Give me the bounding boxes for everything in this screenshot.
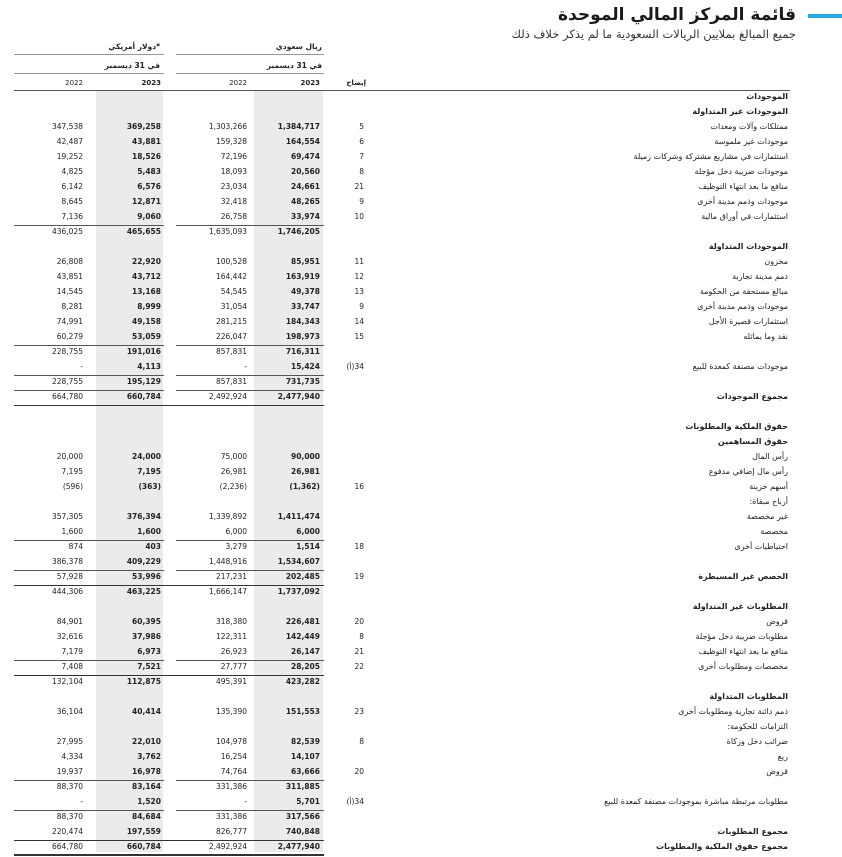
table-row bbox=[0, 105, 842, 120]
sar-2022-cell: - bbox=[244, 362, 247, 371]
usd-2023-cell: 43,881 bbox=[132, 137, 161, 146]
usd-2022-cell: (596) bbox=[62, 482, 83, 491]
note-ref: 10 bbox=[354, 212, 364, 221]
table-row bbox=[0, 270, 842, 285]
usd-2022-cell: 220,474 bbox=[51, 827, 83, 836]
usd-2023-cell: 376,394 bbox=[126, 512, 161, 521]
line-item-label: ذمم دائنة تجارية ومطلوبات أخرى bbox=[678, 707, 788, 716]
line-item-label: منافع ما بعد انتهاء التوظيف bbox=[698, 647, 788, 656]
table-row bbox=[0, 540, 842, 555]
line-item-label: أرباح مبقاة: bbox=[749, 497, 788, 506]
usd-year-current: 2023 bbox=[141, 79, 161, 87]
usd-2022-cell: 8,645 bbox=[61, 197, 83, 206]
note-ref: 11 bbox=[354, 257, 364, 266]
table-row bbox=[0, 165, 842, 180]
sar-2023-cell: 24,661 bbox=[291, 182, 320, 191]
usd-2022-cell: 228,755 bbox=[51, 377, 83, 386]
note-ref: 12 bbox=[354, 272, 364, 281]
table-row bbox=[0, 255, 842, 270]
section-heading: حقوق المساهمين bbox=[717, 437, 788, 446]
table-row bbox=[0, 375, 842, 390]
usd-2023-cell: 195,129 bbox=[126, 377, 161, 386]
table-row bbox=[0, 90, 842, 105]
table-row bbox=[0, 510, 842, 525]
line-item-label: غير مخصصة bbox=[746, 512, 788, 521]
sar-2022-cell: 16,254 bbox=[220, 752, 247, 761]
usd-2022-cell: 19,937 bbox=[56, 767, 83, 776]
section-heading: مجموع الموجودات bbox=[716, 392, 788, 401]
sar-2022-cell: 72,196 bbox=[220, 152, 247, 161]
usd-2022-cell: 7,179 bbox=[61, 647, 83, 656]
page-title: قائمة المركز المالي الموحدة bbox=[558, 5, 796, 25]
usd-2023-cell: 4,113 bbox=[137, 362, 161, 371]
note-ref: 9 bbox=[359, 302, 364, 311]
usd-2023-cell: 9,060 bbox=[137, 212, 161, 221]
usd-2023-cell: 8,999 bbox=[137, 302, 161, 311]
usd-2023-cell: 465,655 bbox=[126, 227, 161, 236]
sar-year-prior: 2022 bbox=[229, 79, 247, 87]
table-row bbox=[0, 225, 842, 240]
table-row bbox=[0, 765, 842, 780]
sar-2022-cell: 100,528 bbox=[215, 257, 247, 266]
table-row bbox=[0, 180, 842, 195]
table-row bbox=[0, 435, 842, 450]
table-row bbox=[0, 840, 842, 855]
table-row bbox=[0, 195, 842, 210]
usd-2023-cell: 1,520 bbox=[137, 797, 161, 806]
usd-2022-cell: 84,901 bbox=[56, 617, 83, 626]
table-row bbox=[0, 720, 842, 735]
usd-2022-cell: 36,104 bbox=[56, 707, 83, 716]
line-item-label: ريع bbox=[777, 752, 788, 761]
usd-2023-cell: 191,016 bbox=[126, 347, 161, 356]
line-item-label: مخزون bbox=[764, 257, 788, 266]
usd-2022-cell: 874 bbox=[68, 542, 83, 551]
sar-2023-cell: 69,474 bbox=[291, 152, 320, 161]
table-row bbox=[0, 390, 842, 405]
usd-2022-cell: 7,195 bbox=[61, 467, 83, 476]
sar-2023-cell: 26,981 bbox=[291, 467, 320, 476]
usd-2022-cell: 7,408 bbox=[61, 662, 83, 671]
sar-2022-cell: (2,236) bbox=[219, 482, 247, 491]
sar-2023-cell: 82,539 bbox=[291, 737, 320, 746]
usd-2022-cell: 26,808 bbox=[56, 257, 83, 266]
table-row bbox=[0, 750, 842, 765]
usd-2022-cell: 6,142 bbox=[61, 182, 83, 191]
usd-2023-cell: 49,158 bbox=[132, 317, 161, 326]
table-row bbox=[0, 675, 842, 690]
sar-2023-cell: 2,477,940 bbox=[277, 392, 320, 401]
sar-2022-cell: 6,000 bbox=[225, 527, 247, 536]
usd-2022-cell: - bbox=[80, 362, 83, 371]
usd-header-rule bbox=[14, 54, 164, 55]
table-row bbox=[0, 825, 842, 840]
table-row bbox=[0, 135, 842, 150]
sar-2022-cell: 217,231 bbox=[215, 572, 247, 581]
usd-2023-cell: 463,225 bbox=[126, 587, 161, 596]
usd-2023-cell: 369,258 bbox=[126, 122, 161, 131]
note-ref: (أ)34 bbox=[346, 797, 364, 806]
note-ref: 9 bbox=[359, 197, 364, 206]
usd-2023-cell: 197,559 bbox=[126, 827, 161, 836]
sar-2022-cell: 54,545 bbox=[220, 287, 247, 296]
sar-2023-cell: 1,534,607 bbox=[277, 557, 320, 566]
usd-2023-cell: 16,978 bbox=[132, 767, 161, 776]
sar-2022-cell: 826,777 bbox=[215, 827, 247, 836]
line-item-label: منافع ما بعد انتهاء التوظيف bbox=[698, 182, 788, 191]
table-row bbox=[0, 570, 842, 585]
usd-2023-cell: 60,395 bbox=[132, 617, 161, 626]
section-heading: المطلوبات غير المتداولة bbox=[692, 602, 788, 611]
sar-2023-cell: 1,737,092 bbox=[277, 587, 320, 596]
usd-2023-cell: 18,526 bbox=[132, 152, 161, 161]
usd-2023-cell: 112,875 bbox=[126, 677, 161, 686]
usd-date-rule bbox=[14, 73, 164, 74]
sar-2022-cell: 1,635,093 bbox=[208, 227, 247, 236]
sar-2022-cell: 1,303,266 bbox=[208, 122, 247, 131]
usd-2022-cell: 386,378 bbox=[51, 557, 83, 566]
sar-2022-cell: 331,386 bbox=[215, 812, 247, 821]
sar-year-current: 2023 bbox=[300, 79, 320, 87]
sar-2022-cell: 104,978 bbox=[215, 737, 247, 746]
sar-as-of-header: في 31 ديسمبر bbox=[266, 61, 322, 70]
sar-2023-cell: 1,514 bbox=[296, 542, 320, 551]
line-item-label: مخصصات ومطلوبات أخرى bbox=[698, 662, 788, 671]
table-row bbox=[0, 450, 842, 465]
sar-2023-cell: 1,384,717 bbox=[277, 122, 320, 131]
note-ref: 20 bbox=[354, 617, 364, 626]
usd-2022-cell: 7,136 bbox=[61, 212, 83, 221]
sar-2023-cell: 716,311 bbox=[285, 347, 320, 356]
usd-2022-cell: 1,600 bbox=[61, 527, 83, 536]
sar-2023-cell: 15,424 bbox=[291, 362, 320, 371]
sar-currency-header: ريال سعودي bbox=[275, 42, 322, 51]
line-item-label: استثمارات في مشاريع مشتركة وشركات زميلة bbox=[633, 152, 788, 161]
table-row bbox=[0, 795, 842, 810]
usd-2023-cell: 40,414 bbox=[132, 707, 161, 716]
sar-2022-cell: 857,831 bbox=[215, 377, 247, 386]
sar-2023-cell: 33,747 bbox=[291, 302, 320, 311]
usd-2023-cell: 660,784 bbox=[126, 842, 161, 851]
sar-2023-cell: 151,553 bbox=[285, 707, 320, 716]
usd-2023-cell: 409,229 bbox=[126, 557, 161, 566]
sar-2022-cell: 26,923 bbox=[220, 647, 247, 656]
usd-2022-cell: 27,995 bbox=[56, 737, 83, 746]
line-item-label: استثمارات في أوراق مالية bbox=[701, 212, 788, 221]
usd-2022-cell: 664,780 bbox=[51, 842, 83, 851]
usd-currency-header: دولار أمريكي* bbox=[108, 42, 160, 51]
sar-2022-cell: 281,215 bbox=[215, 317, 247, 326]
usd-2022-cell: 14,545 bbox=[56, 287, 83, 296]
usd-2023-cell: 13,168 bbox=[132, 287, 161, 296]
usd-2023-cell: 7,195 bbox=[137, 467, 161, 476]
table-row bbox=[0, 645, 842, 660]
usd-2022-cell: - bbox=[80, 797, 83, 806]
table-row bbox=[0, 555, 842, 570]
table-row bbox=[0, 630, 842, 645]
usd-2022-cell: 74,991 bbox=[56, 317, 83, 326]
sar-2023-cell: 184,343 bbox=[285, 317, 320, 326]
line-item-label: مطلوبات مرتبطة مباشرة بموجودات مصنفة كمعدة للبيع bbox=[604, 797, 788, 806]
usd-2023-cell: (363) bbox=[138, 482, 161, 491]
sar-2022-cell: 1,666,147 bbox=[208, 587, 247, 596]
sar-2022-cell: 318,380 bbox=[215, 617, 247, 626]
usd-2023-cell: 3,762 bbox=[137, 752, 161, 761]
table-row bbox=[0, 585, 842, 600]
line-item-label: التزامات للحكومة: bbox=[727, 722, 788, 731]
usd-year-prior: 2022 bbox=[65, 79, 83, 87]
usd-2022-cell: 347,538 bbox=[51, 122, 83, 131]
usd-2023-cell: 403 bbox=[145, 542, 161, 551]
sar-2023-cell: 202,485 bbox=[285, 572, 320, 581]
table-row bbox=[0, 315, 842, 330]
usd-2022-cell: 60,279 bbox=[56, 332, 83, 341]
sar-2022-cell: 18,093 bbox=[220, 167, 247, 176]
table-row bbox=[0, 150, 842, 165]
usd-2022-cell: 88,370 bbox=[56, 812, 83, 821]
line-item-label: ممتلكات وآلات ومعدات bbox=[710, 122, 788, 131]
note-ref: 19 bbox=[354, 572, 364, 581]
sar-2023-cell: 2,477,940 bbox=[277, 842, 320, 851]
note-ref: 8 bbox=[359, 632, 364, 641]
sar-2022-cell: 32,418 bbox=[220, 197, 247, 206]
usd-2022-cell: 42,487 bbox=[56, 137, 83, 146]
section-heading: مجموع حقوق الملكية والمطلوبات bbox=[656, 842, 788, 851]
note-ref: 21 bbox=[354, 647, 364, 656]
line-item-label: قروض bbox=[766, 767, 788, 776]
usd-2022-cell: 57,928 bbox=[56, 572, 83, 581]
note-ref: 5 bbox=[359, 122, 364, 131]
usd-2023-cell: 1,600 bbox=[137, 527, 161, 536]
sar-2022-cell: 331,386 bbox=[215, 782, 247, 791]
sar-2023-cell: 49,378 bbox=[291, 287, 320, 296]
note-ref: 13 bbox=[354, 287, 364, 296]
sar-2023-cell: 740,848 bbox=[285, 827, 320, 836]
sar-2023-cell: 63,666 bbox=[291, 767, 320, 776]
sar-2023-cell: 6,000 bbox=[296, 527, 320, 536]
sar-2022-cell: 74,764 bbox=[220, 767, 247, 776]
section-heading: الموجودات غير المتداولة bbox=[692, 107, 788, 116]
line-item-label: ضرائب دخل وزكاة bbox=[726, 737, 788, 746]
usd-2023-cell: 22,010 bbox=[132, 737, 161, 746]
line-item-label: أسهم خزينة bbox=[749, 482, 788, 491]
usd-2022-cell: 32,616 bbox=[56, 632, 83, 641]
sar-2023-cell: 311,885 bbox=[285, 782, 320, 791]
note-ref: 18 bbox=[354, 542, 364, 551]
table-row bbox=[0, 210, 842, 225]
sar-2022-cell: 495,391 bbox=[215, 677, 247, 686]
usd-2022-cell: 228,755 bbox=[51, 347, 83, 356]
sar-2023-cell: (1,362) bbox=[289, 482, 320, 491]
sar-header-rule bbox=[176, 54, 324, 55]
note-ref: 16 bbox=[354, 482, 364, 491]
total-rule bbox=[14, 405, 324, 406]
line-item-label: موجودات وذمم مدينة أخرى bbox=[697, 197, 788, 206]
sar-2022-cell: 26,758 bbox=[220, 212, 247, 221]
usd-2023-cell: 22,920 bbox=[132, 257, 161, 266]
sar-2023-cell: 226,481 bbox=[285, 617, 320, 626]
sar-2022-cell: - bbox=[244, 797, 247, 806]
usd-2023-cell: 6,973 bbox=[137, 647, 161, 656]
table-row bbox=[0, 480, 842, 495]
sar-2022-cell: 1,339,892 bbox=[208, 512, 247, 521]
sar-2023-cell: 90,000 bbox=[291, 452, 320, 461]
usd-2022-cell: 43,851 bbox=[56, 272, 83, 281]
table-row bbox=[0, 330, 842, 345]
table-row bbox=[0, 600, 842, 615]
usd-2023-cell: 24,000 bbox=[132, 452, 161, 461]
usd-2023-cell: 53,059 bbox=[132, 332, 161, 341]
line-item-label: مبالغ مستحقة من الحكومة bbox=[699, 287, 788, 296]
usd-2022-cell: 436,025 bbox=[51, 227, 83, 236]
usd-2023-cell: 12,871 bbox=[132, 197, 161, 206]
note-ref: 22 bbox=[354, 662, 364, 671]
usd-as-of-header: في 31 ديسمبر bbox=[104, 61, 160, 70]
usd-2022-cell: 88,370 bbox=[56, 782, 83, 791]
sar-2023-cell: 26,147 bbox=[291, 647, 320, 656]
note-ref: 8 bbox=[359, 167, 364, 176]
sar-2022-cell: 122,311 bbox=[215, 632, 247, 641]
usd-2023-cell: 84,684 bbox=[132, 812, 161, 821]
table-row bbox=[0, 660, 842, 675]
sar-2022-cell: 857,831 bbox=[215, 347, 247, 356]
usd-2022-cell: 444,306 bbox=[51, 587, 83, 596]
table-row bbox=[0, 240, 842, 255]
sar-2022-cell: 159,328 bbox=[215, 137, 247, 146]
table-row bbox=[0, 345, 842, 360]
line-item-label: احتياطيات أخرى bbox=[734, 542, 788, 551]
line-item-label: مطلوبات ضريبة دخل مؤجلة bbox=[695, 632, 788, 641]
line-item-label: استثمارات قصيرة الأجل bbox=[708, 317, 788, 326]
table-row bbox=[0, 120, 842, 135]
usd-2022-cell: 357,305 bbox=[51, 512, 83, 521]
line-item-label: موجودات مصنفة كمعدة للبيع bbox=[692, 362, 788, 371]
sar-2023-cell: 14,107 bbox=[291, 752, 320, 761]
line-item-label: موجودات غير ملموسة bbox=[714, 137, 788, 146]
note-column-header: إيضاح bbox=[346, 79, 366, 87]
table-row bbox=[0, 690, 842, 705]
usd-2023-cell: 7,521 bbox=[137, 662, 161, 671]
grand-total-rule bbox=[14, 854, 324, 856]
section-heading: الموجودات bbox=[746, 92, 788, 101]
sar-2023-cell: 317,566 bbox=[285, 812, 320, 821]
line-item-label: رأس مال إضافي مدفوع bbox=[708, 467, 788, 476]
usd-2022-cell: 132,104 bbox=[51, 677, 83, 686]
sar-2022-cell: 27,777 bbox=[220, 662, 247, 671]
sar-2022-cell: 31,054 bbox=[220, 302, 247, 311]
line-item-label: قروض bbox=[766, 617, 788, 626]
sar-2023-cell: 1,746,205 bbox=[277, 227, 320, 236]
table-row bbox=[0, 300, 842, 315]
usd-2023-cell: 37,986 bbox=[132, 632, 161, 641]
table-row bbox=[0, 810, 842, 825]
sar-2022-cell: 1,448,916 bbox=[208, 557, 247, 566]
line-item-label: رأس المال bbox=[752, 452, 788, 461]
sar-2022-cell: 226,047 bbox=[215, 332, 247, 341]
sar-2023-cell: 1,411,474 bbox=[277, 512, 320, 521]
table-row bbox=[0, 735, 842, 750]
note-ref: 14 bbox=[354, 317, 364, 326]
note-ref: 21 bbox=[354, 182, 364, 191]
note-ref: 8 bbox=[359, 737, 364, 746]
line-item-label: موجودات ضريبة دخل مؤجلة bbox=[694, 167, 788, 176]
usd-2022-cell: 20,000 bbox=[56, 452, 83, 461]
sar-2023-cell: 5,701 bbox=[296, 797, 320, 806]
line-item-label: موجودات وذمم مدينة أخرى bbox=[697, 302, 788, 311]
note-ref: 6 bbox=[359, 137, 364, 146]
sar-2022-cell: 2,492,924 bbox=[208, 392, 247, 401]
section-heading: حقوق الملكية والمطلوبات bbox=[685, 422, 788, 431]
sar-2023-cell: 164,554 bbox=[285, 137, 320, 146]
usd-2023-cell: 43,712 bbox=[132, 272, 161, 281]
sar-2023-cell: 48,265 bbox=[291, 197, 320, 206]
sar-2022-cell: 23,034 bbox=[220, 182, 247, 191]
usd-2022-cell: 664,780 bbox=[51, 392, 83, 401]
sar-2022-cell: 75,000 bbox=[220, 452, 247, 461]
sar-2023-cell: 142,449 bbox=[285, 632, 320, 641]
usd-2023-cell: 5,483 bbox=[137, 167, 161, 176]
sar-2022-cell: 2,492,924 bbox=[208, 842, 247, 851]
sar-2023-cell: 731,735 bbox=[285, 377, 320, 386]
sar-2022-cell: 164,442 bbox=[215, 272, 247, 281]
usd-2023-cell: 6,576 bbox=[137, 182, 161, 191]
table-row bbox=[0, 495, 842, 510]
table-row bbox=[0, 705, 842, 720]
table-row bbox=[0, 285, 842, 300]
table-row bbox=[0, 465, 842, 480]
sar-2023-cell: 423,282 bbox=[285, 677, 320, 686]
table-row bbox=[0, 525, 842, 540]
usd-2022-cell: 19,252 bbox=[56, 152, 83, 161]
line-item-label: نقد وما يماثله bbox=[743, 332, 788, 341]
table-row bbox=[0, 420, 842, 435]
note-ref: 20 bbox=[354, 767, 364, 776]
line-item-label: مخصصة bbox=[760, 527, 788, 536]
table-row bbox=[0, 780, 842, 795]
sar-2022-cell: 26,981 bbox=[220, 467, 247, 476]
section-heading: المطلوبات المتداولة bbox=[709, 692, 788, 701]
sar-2023-cell: 85,951 bbox=[291, 257, 320, 266]
sar-date-rule bbox=[176, 73, 324, 74]
usd-2023-cell: 53,996 bbox=[132, 572, 161, 581]
table-row bbox=[0, 615, 842, 630]
usd-2023-cell: 83,164 bbox=[132, 782, 161, 791]
sar-2023-cell: 163,919 bbox=[285, 272, 320, 281]
line-item-label: ذمم مدينة تجارية bbox=[732, 272, 788, 281]
sar-2023-cell: 198,973 bbox=[285, 332, 320, 341]
section-heading: الموجودات المتداولة bbox=[708, 242, 788, 251]
note-ref: 23 bbox=[354, 707, 364, 716]
title-accent-bar bbox=[808, 14, 842, 18]
usd-2022-cell: 4,825 bbox=[61, 167, 83, 176]
sar-2023-cell: 33,974 bbox=[291, 212, 320, 221]
sar-2023-cell: 20,560 bbox=[291, 167, 320, 176]
section-heading: مجموع المطلوبات bbox=[717, 827, 788, 836]
page-subtitle: جميع المبالغ بملايين الريالات السعودية ما لم يذكر خلاف ذلك bbox=[511, 27, 796, 41]
usd-2023-cell: 660,784 bbox=[126, 392, 161, 401]
note-ref: 15 bbox=[354, 332, 364, 341]
section-heading: الحصص غير المسيطرة bbox=[698, 572, 788, 581]
usd-2022-cell: 8,281 bbox=[61, 302, 83, 311]
usd-2022-cell: 4,334 bbox=[61, 752, 83, 761]
sar-2022-cell: 135,390 bbox=[215, 707, 247, 716]
note-ref: 7 bbox=[359, 152, 364, 161]
note-ref: (أ)34 bbox=[346, 362, 364, 371]
table-row bbox=[0, 360, 842, 375]
sar-2022-cell: 3,279 bbox=[225, 542, 247, 551]
sar-2023-cell: 28,205 bbox=[291, 662, 320, 671]
